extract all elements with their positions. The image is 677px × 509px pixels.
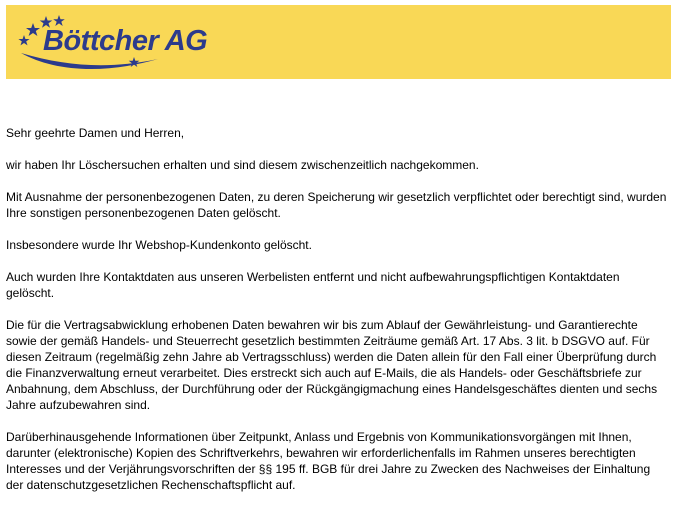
paragraph-confirmation: wir haben Ihr Löschersuchen erhalten und sind diesem zwischenzeitlich nachgekommen. (6, 158, 479, 172)
star-icon (18, 35, 29, 45)
paragraph-deletion: Mit Ausnahme der personenbezogenen Daten, zu deren Speicherung wir gesetzlich verpflichtet oder berechtigt sind, wurden Ihre sonstigen personenbezogenen Daten gelöscht. (6, 190, 667, 220)
company-logo (13, 11, 208, 77)
paragraph-webshop-account: Insbesondere wurde Ihr Webshop-Kundenkonto gelöscht. (6, 238, 312, 252)
header-banner (6, 5, 671, 79)
star-icon (129, 57, 140, 67)
salutation: Sehr geehrte Damen und Herren, (6, 126, 185, 140)
message-content (6, 125, 670, 509)
star-icon (26, 23, 40, 36)
paragraph-communication: Darüberhinausgehende Informationen über Zeitpunkt, Anlass und Ergebnis von Kommunikationsvorgängen mit Ihnen, darunter (elektronische) Kopien des Schriftverkehrs, bewahren wir erforderlichenfalls im Rahmen unseres berechtigten Interesses und der Verjährungsvorschriften der §§ 195 ff. BGB für drei Jahre zu Zwecken des Nachweises der Einhaltung der datenschutzgesetzlichen Rechenschaftspflicht auf. (6, 430, 651, 492)
paragraph-contact-data: Auch wurden Ihre Kontaktdaten aus unseren Werbelisten entfernt und nicht aufbewahrungspflichtigen Kontaktdaten gelöscht. (6, 270, 620, 300)
logo-text: Böttcher AG (43, 25, 208, 57)
paragraph-retention: Die für die Vertragsabwicklung erhobenen Daten bewahren wir bis zum Ablauf der Gewährleistung- und Garantierechte sowie der gemäß Handels- und Steuerrecht gesetzlich bestimmten Zeiträume gemäß Art. 17 Abs. 3 lit. b DSGVO auf. Für diesen Zeitraum (regelmäßig zehn Jahre ab Vertragsschluss) werden die Daten allein für den Fall einer Überprüfung durch die Finanzverwaltung erneut verarbeitet. Dies erstreckt sich auch auf E-Mails, die als Handels- oder Geschäftsbriefe zur Anbahnung, dem Abschluss, der Durchführung oder der Rückgängigmachung eines Handelsgeschäftes dienten und sechs Jahre aufzubewahren sind. (6, 318, 658, 412)
